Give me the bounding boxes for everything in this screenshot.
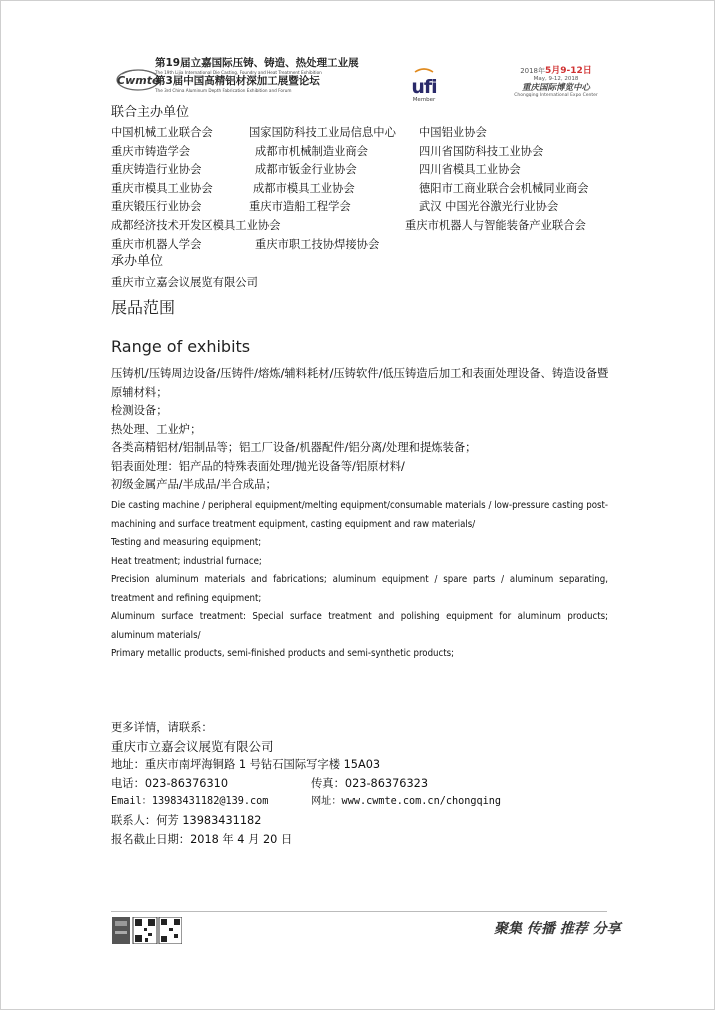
organizer-name: 成都市模具工业协会	[253, 182, 355, 195]
organizer-name: 重庆锻压行业协会	[111, 200, 202, 213]
event-date-en: May, 9-12, 2018	[533, 76, 579, 82]
exhibit-item-en: Precision aluminum materials and fabrications; aluminum equipment / spare parts / aluminum separating, treatment and refining equipment;	[111, 574, 608, 604]
exhibit-item-en: Die casting machine / peripheral equipment/melting equipment/consumable materials / low-pressure casting post-machining and surface treatment equipment, casting equipment and raw materials/	[111, 500, 608, 530]
footer-slogan: 聚集 传播 推荐 分享	[494, 921, 621, 937]
title-line-1: 第19届立嘉国际压铸、铸造、热处理工业展	[155, 57, 359, 69]
exhibits-heading-cn: 展品范围	[111, 298, 176, 317]
footer-divider	[111, 911, 607, 912]
title-line-2: 第3届中国高精铝材深加工展暨论坛	[155, 75, 320, 87]
logo-text: Cwmte	[117, 74, 160, 87]
venue-info	[496, 67, 616, 99]
undertaker-name: 重庆市立嘉会议展览有限公司	[111, 276, 258, 289]
organizer-name: 重庆市模具工业协会	[111, 182, 213, 195]
organizer-row	[111, 143, 611, 162]
organizer-name: 国家国防科技工业局信息中心	[249, 126, 396, 139]
contact-section	[111, 719, 611, 849]
contact-company: 重庆市立嘉会议展览有限公司	[111, 738, 274, 754]
organizer-name: 重庆市机器人学会	[111, 238, 202, 251]
title-line-2-en: The 3rd China Aluminum Depth Fabrication Exhibition and Forum	[155, 88, 292, 93]
exhibit-item-en: Heat treatment; industrial furnace;	[111, 555, 262, 567]
organizers-heading: 联合主办单位	[111, 105, 190, 120]
organizer-name: 重庆市职工技协焊接协会	[255, 238, 380, 251]
exhibit-item-cn: 各类高精铝材/铝制品等；铝工厂设备/机器配件/铝分离/处理和提炼装备；	[111, 441, 477, 454]
exhibits-cn-list	[111, 365, 611, 495]
organizer-row	[111, 217, 611, 236]
contact-email-web-row	[111, 793, 611, 812]
exhibit-item-cn: 初级金属产品/半成品/半合成品；	[111, 478, 277, 491]
organizer-row	[111, 161, 611, 180]
contact-phone: 电话：023-86376310	[111, 776, 229, 790]
organizer-name: 重庆铸造行业协会	[111, 163, 202, 176]
contact-website[interactable]: 网址：www.cwmte.com.cn/chongqing	[311, 796, 502, 808]
organizer-name: 重庆市机器人与智能装备产业联合会	[405, 219, 586, 232]
organizer-name: 重庆市铸造学会	[111, 145, 191, 158]
organizer-name: 成都市机械制造业商会	[255, 145, 368, 158]
organizer-row	[111, 198, 611, 217]
event-date: 2018年5月9-12日	[520, 66, 592, 76]
exhibition-titles	[155, 57, 415, 93]
contact-phone-fax-row	[111, 775, 611, 794]
exhibit-item-cn: 铝表面处理：铝产品的特殊表面处理/抛光设备等/铝原材料/	[111, 459, 405, 473]
contact-person: 联系人：何芳 13983431182	[111, 813, 262, 827]
organizer-name: 成都经济技术开发区模具工业协会	[111, 219, 281, 232]
organizer-name: 成都市钣金行业协会	[255, 163, 357, 176]
contact-intro: 更多详情，请联系：	[111, 721, 213, 734]
contact-fax: 传真：023-86376323	[311, 776, 429, 790]
exhibit-item-en: Primary metallic products, semi-finished products and semi-synthetic products;	[111, 648, 455, 659]
exhibit-item-en: Testing and measuring equipment;	[111, 537, 262, 548]
ufi-member-badge	[409, 58, 439, 104]
exhibit-item-cn: 检测设备；	[111, 404, 168, 417]
qr-codes-icon	[112, 917, 182, 944]
exhibit-item-cn: 热处理、工业炉；	[111, 422, 202, 436]
ufi-member-label: Member	[412, 97, 436, 103]
organizer-name: 四川省国防科技工业协会	[419, 145, 544, 158]
ufi-swoosh-icon	[409, 67, 439, 73]
organizer-row	[111, 124, 611, 143]
organizer-name: 德阳市工商业联合会机械同业商会	[419, 182, 589, 195]
exhibits-en-list	[111, 497, 608, 664]
venue-name: 重庆国际博览中心	[521, 83, 590, 93]
organizer-row	[111, 236, 611, 255]
undertaker-heading: 承办单位	[111, 254, 164, 269]
venue-name-en: Chongqing International Expo Center	[514, 93, 598, 98]
exhibit-item-en: Aluminum surface treatment: Special surface treatment and polishing equipment for aluminum products; aluminum materials/	[111, 611, 608, 641]
ufi-logo: ufi	[411, 76, 437, 98]
organizer-name: 中国铝业协会	[419, 126, 487, 139]
organizer-name: 中国机械工业联合会	[111, 126, 213, 139]
organizer-name: 武汉 中国光谷激光行业协会	[419, 200, 559, 213]
contact-address: 地址：重庆市南坪海铜路 1 号钻石国际写字楼 15A03	[111, 758, 381, 772]
organizer-row	[111, 180, 611, 199]
contact-email[interactable]: Email：13983431182@139.com	[111, 796, 269, 808]
registration-deadline: 报名截止日期：2018 年 4 月 20 日	[111, 832, 293, 846]
exhibits-heading-en: Range of exhibits	[111, 337, 251, 356]
exhibition-header	[111, 56, 611, 106]
organizer-name: 重庆市造船工程学会	[249, 200, 351, 213]
title-line-1-en: The 19th Lijia International Die Casting, Foundry and Heat Treatment Exhibition	[155, 70, 322, 75]
organizer-name: 四川省模具工业协会	[419, 163, 521, 176]
exhibit-item-cn: 压铸机/压铸周边设备/压铸件/熔炼/辅料耗材/压铸软件/低压铸造后加工和表面处理设备、铸造设备暨原辅材料；	[111, 367, 609, 399]
